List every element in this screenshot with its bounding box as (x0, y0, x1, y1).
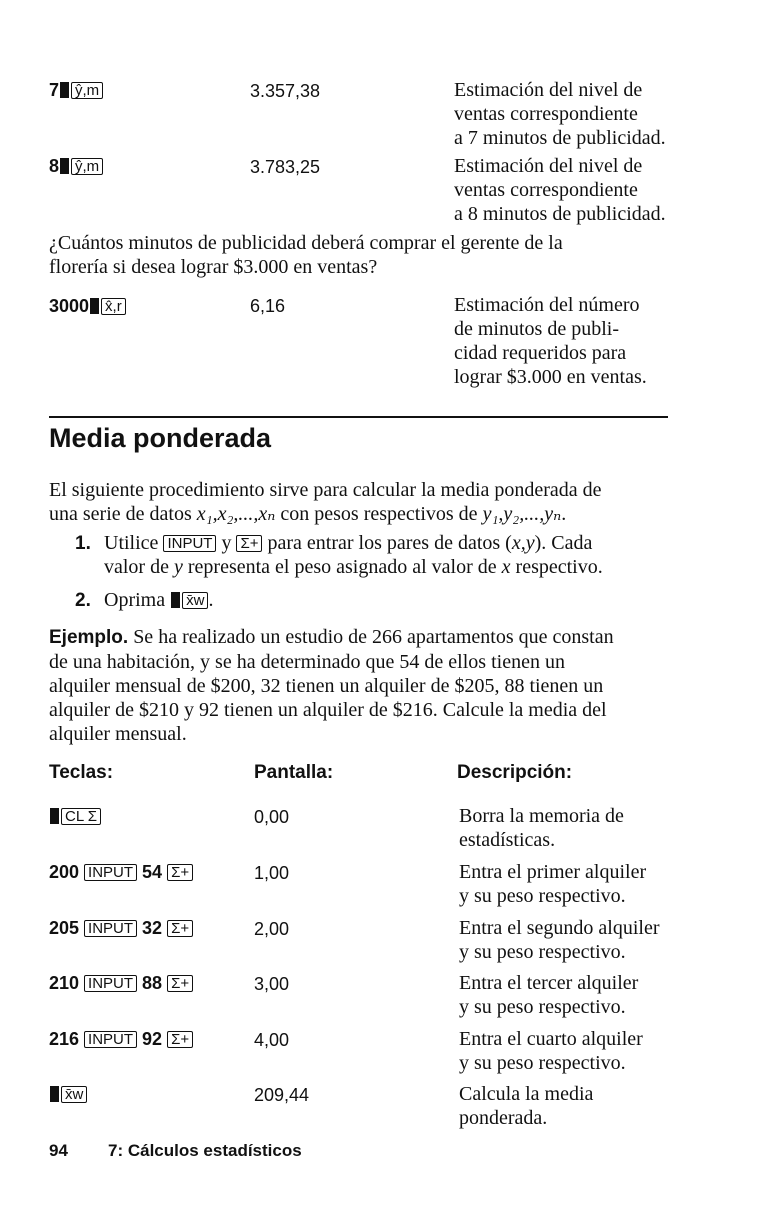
description: Entra el segundo alquiler y su peso respectivo. (459, 917, 660, 963)
keystroke: 210 INPUT 88 Σ+ (49, 973, 193, 994)
input-key: INPUT (84, 864, 137, 881)
display-value: 3.357,38 (250, 81, 321, 101)
shift-key-icon (171, 592, 180, 608)
keystroke (49, 1084, 87, 1105)
description: Estimación del número de minutos de publi- cidad requeridos para lograr $3.000 en ventas. (454, 294, 647, 388)
keystroke: 216 INPUT 92 Σ+ (49, 1029, 193, 1050)
step-number: 2. (75, 590, 91, 611)
keystroke (49, 806, 101, 827)
display-value: 1,00 (254, 863, 290, 883)
column-header-keys: Teclas: (49, 762, 114, 783)
keystroke: 200 INPUT 54 Σ+ (49, 862, 193, 883)
sigma-plus-key: Σ+ (167, 975, 193, 992)
sigma-plus-key: Σ+ (167, 1031, 193, 1048)
weighted-mean-key: x̄w (61, 1086, 87, 1103)
description: Borra la memoria de estadísticas. (459, 805, 624, 851)
shift-key-icon (50, 1086, 59, 1102)
shift-key-icon (50, 808, 59, 824)
display-value: 0,00 (254, 807, 290, 827)
sigma-plus-key: Σ+ (167, 920, 193, 937)
description: Entra el tercer alquiler y su peso respectivo. (459, 972, 639, 1018)
section-title: Media ponderada (49, 423, 272, 453)
step-number: 1. (75, 533, 91, 554)
input-key: INPUT (163, 535, 216, 552)
shift-key-icon (60, 82, 69, 98)
page-number: 94 (49, 1141, 68, 1160)
sigma-plus-key: Σ+ (236, 535, 262, 552)
keystroke: 7 ŷ,m (49, 80, 103, 101)
keystroke: 205 INPUT 32 Σ+ (49, 918, 193, 939)
display-value: 4,00 (254, 1030, 290, 1050)
chapter-title: 7: Cálculos estadísticos (108, 1141, 302, 1160)
keystroke: 3000 x̂,r (49, 296, 126, 317)
calculator-key: ŷ,m (71, 158, 103, 175)
section-divider (49, 416, 668, 418)
intro-paragraph: El siguiente procedimiento sirve para calcular la media ponderada de una serie de datos x₁,x₂,...,xₙ con pesos respectivos de y₁,y₂,...,yₙ. (49, 479, 602, 525)
calculator-key: x̂,r (101, 298, 126, 315)
input-key: INPUT (84, 975, 137, 992)
description: Estimación del nivel de ventas correspondiente a 7 minutos de publicidad. (454, 79, 666, 149)
keystroke: 8 ŷ,m (49, 156, 103, 177)
shift-key-icon (90, 298, 99, 314)
example-label: Ejemplo. (49, 627, 129, 648)
display-value: 3.783,25 (250, 157, 321, 177)
description: Entra el cuarto alquiler y su peso respectivo. (459, 1028, 643, 1074)
display-value: 209,44 (254, 1085, 310, 1105)
weighted-mean-key: x̄w (182, 592, 208, 609)
question-paragraph: ¿Cuántos minutos de publicidad deberá comprar el gerente de la florería si desea lograr $3.000 en ventas? (49, 232, 563, 278)
sigma-plus-key: Σ+ (167, 864, 193, 881)
calculator-key: ŷ,m (71, 82, 103, 99)
description: Calcula la media ponderada. (459, 1083, 594, 1129)
clear-stats-key: CL Σ (61, 808, 101, 825)
display-value: 3,00 (254, 974, 290, 994)
step-text: Utilice INPUT y Σ+ para entrar los pares de datos (x,y). Cada valor de y representa el peso asignado al valor de x respectivo. (104, 532, 603, 578)
column-header-description: Descripción: (457, 762, 573, 783)
column-header-display: Pantalla: (254, 762, 334, 783)
description: Entra el primer alquiler y su peso respectivo. (459, 861, 647, 907)
example-paragraph: Ejemplo. Se ha realizado un estudio de 266 apartamentos que constan de una habitación, y se ha determinado que 54 de ellos tienen un alquiler mensual de $200, 32 tienen un alquiler de $205, 88 tienen un alquiler de $210 y 92 tienen un alquiler de $216. Calcule la media del alquiler mensual. (49, 626, 614, 745)
input-key: INPUT (84, 1031, 137, 1048)
input-key: INPUT (84, 920, 137, 937)
display-value: 6,16 (250, 296, 286, 316)
step-text: Oprima x̄w . (104, 589, 214, 611)
description: Estimación del nivel de ventas correspondiente a 8 minutos de publicidad. (454, 155, 666, 225)
display-value: 2,00 (254, 919, 290, 939)
shift-key-icon (60, 158, 69, 174)
